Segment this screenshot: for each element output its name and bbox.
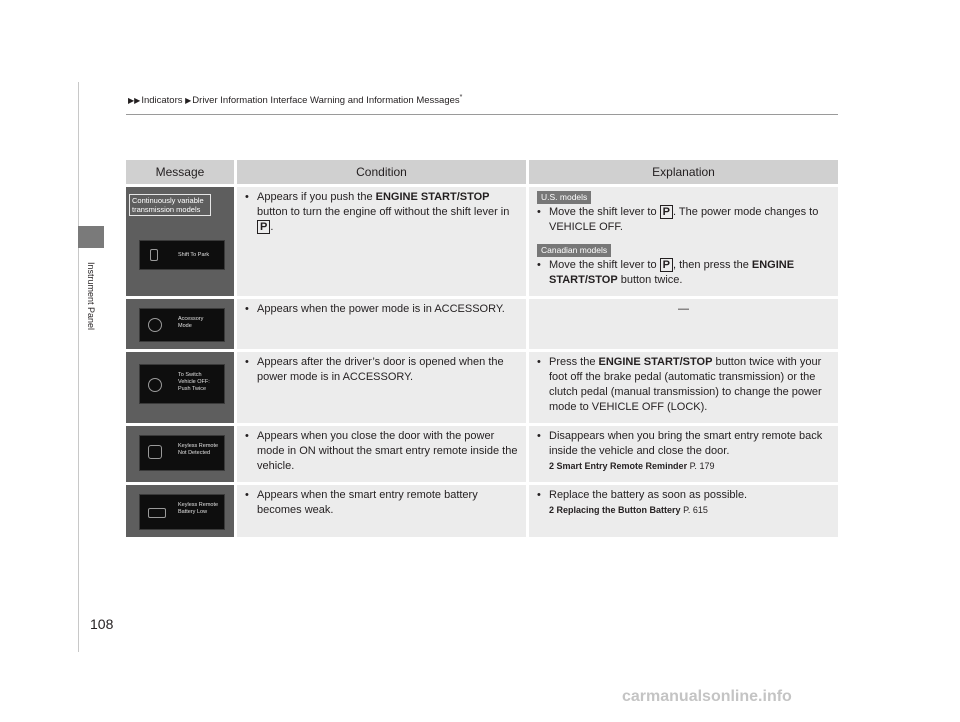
explanation-cell: • Replace the battery as soon as possible. 2 Replacing the Button Battery P. 615 <box>526 485 838 537</box>
breadcrumb-section: Driver Information Interface Warning and Information Messages <box>192 95 460 107</box>
breadcrumb-arrow-icon: ▶▶ <box>128 96 141 106</box>
xref-page: P. 615 <box>683 505 708 515</box>
explanation-text: button twice. <box>617 274 683 286</box>
condition-text: Appears when the smart entry remote battery becomes weak. <box>257 489 478 516</box>
explanation-text: Disappears when you bring the smart entry remote back inside the vehicle and close the door. <box>549 430 823 457</box>
button-name: ENGINE START/STOP <box>375 191 490 203</box>
explanation-text: Replace the battery as soon as possible. <box>549 489 748 501</box>
xref-title[interactable]: Replacing the Button Battery <box>556 505 681 515</box>
condition-text: Appears when the power mode is in ACCESSORY. <box>257 303 505 315</box>
xref-page: P. 179 <box>689 461 715 471</box>
screen-text: To Switch Vehicle OFF: Push Twice <box>178 372 210 392</box>
display-screen <box>139 435 225 471</box>
display-screen <box>139 364 225 404</box>
table-row <box>126 426 838 482</box>
explanation-text: button twice with your foot off the brake pedal (automatic transmission) or the clutch pedal (manual transmission) to change the power mode to VEHICLE OFF (LOCK). <box>549 356 822 413</box>
explanation-text: Press the <box>549 356 599 368</box>
display-screen <box>139 494 225 530</box>
breadcrumb <box>128 94 462 106</box>
breadcrumb-indicators: Indicators <box>141 95 183 107</box>
key-icon <box>150 249 158 261</box>
table-row <box>126 187 838 296</box>
condition-cell: • Appears when the smart entry remote battery becomes weak. <box>234 485 526 537</box>
section-label: Instrument Panel <box>86 262 96 331</box>
condition-cell: • Appears if you push the ENGINE START/STOP button to turn the engine off without the shift lever in P . <box>234 187 526 296</box>
cross-reference[interactable] <box>549 459 830 474</box>
header-rule <box>126 114 838 115</box>
table-header-row <box>126 160 838 184</box>
explanation-cell: • Press the ENGINE START/STOP button twice with your foot off the brake pedal (automatic transmission) or the clutch pedal (manual transmission) to change the power mode to VEHICLE OFF (LOCK). <box>526 352 838 423</box>
table-row <box>126 352 838 423</box>
message-image-cell <box>126 352 234 423</box>
explanation-text: , then press the <box>673 259 752 271</box>
explanation-text: Move the shift lever to <box>549 259 660 271</box>
display-screen <box>139 308 225 342</box>
explanation-text: Move the shift lever to <box>549 206 660 218</box>
explanation-cell: — <box>526 299 838 349</box>
display-screen <box>139 240 225 270</box>
condition-cell: • Appears when you close the door with the power mode in ON without the smart entry remote inside the vehicle. <box>234 426 526 482</box>
page-number: 108 <box>90 616 114 632</box>
message-table <box>126 157 838 540</box>
explanation-text: . The power mode changes to VEHICLE OFF. <box>549 206 819 233</box>
condition-text: Appears after the driver’s door is opened when the power mode is in ACCESSORY. <box>257 356 504 383</box>
condition-cell: • Appears when the power mode is in ACCESSORY. <box>234 299 526 349</box>
screen-text: Accessory Mode <box>178 316 204 329</box>
canadian-models-tag: Canadian models <box>537 244 611 257</box>
table-row <box>126 485 838 537</box>
explanation-cell: • Disappears when you bring the smart entry remote back inside the vehicle and close the door. 2 Smart Entry Remote Reminder P. 179 <box>526 426 838 482</box>
cross-reference[interactable] <box>549 503 830 518</box>
condition-text: Appears if you push the <box>257 191 376 203</box>
message-image-cell <box>126 426 234 482</box>
header-condition: Condition <box>234 160 526 184</box>
message-image-cell <box>126 187 234 296</box>
message-image-cell <box>126 485 234 537</box>
park-key-icon: P <box>257 220 270 234</box>
xref-icon: 2 <box>549 461 555 471</box>
power-icon <box>148 318 162 332</box>
breadcrumb-arrow-icon: ▶ <box>185 96 192 106</box>
cvt-models-label: Continuously variable transmission models <box>129 194 211 216</box>
watermark: carmanualsonline.info <box>622 688 792 705</box>
xref-title[interactable]: Smart Entry Remote Reminder <box>556 461 688 471</box>
footnote-star: * <box>459 94 463 101</box>
keyless-remote-icon <box>148 445 162 459</box>
message-image-cell <box>126 299 234 349</box>
condition-text: Appears when you close the door with the power mode in ON without the smart entry remote inside the vehicle. <box>257 430 518 472</box>
xref-icon: 2 <box>549 505 555 515</box>
screen-text: Shift To Park <box>178 252 210 258</box>
park-key-icon: P <box>660 258 673 272</box>
table-row <box>126 299 838 349</box>
battery-remote-icon <box>148 508 166 518</box>
button-name: ENGINE START/STOP <box>598 356 713 368</box>
condition-cell: • Appears after the driver’s door is opened when the power mode is in ACCESSORY. <box>234 352 526 423</box>
header-message: Message <box>126 160 234 184</box>
side-divider <box>78 82 79 652</box>
power-icon <box>148 378 162 392</box>
section-tab <box>78 226 104 248</box>
condition-text: button to turn the engine off without the shift lever in <box>257 206 510 218</box>
us-models-tag: U.S. models <box>537 191 591 204</box>
screen-text: Keyless Remote Battery Low <box>178 502 219 515</box>
screen-text: Keyless Remote Not Detected <box>178 443 219 456</box>
button-name: ENGINE START/STOP <box>549 259 795 286</box>
explanation-cell: U.S. models • Move the shift lever to P . The power mode changes to VEHICLE OFF. Canadian models • Move the shift lever to P , then press the ENGINE START/STOP button twice. <box>526 187 838 296</box>
header-explanation: Explanation <box>526 160 838 184</box>
park-key-icon: P <box>660 205 673 219</box>
